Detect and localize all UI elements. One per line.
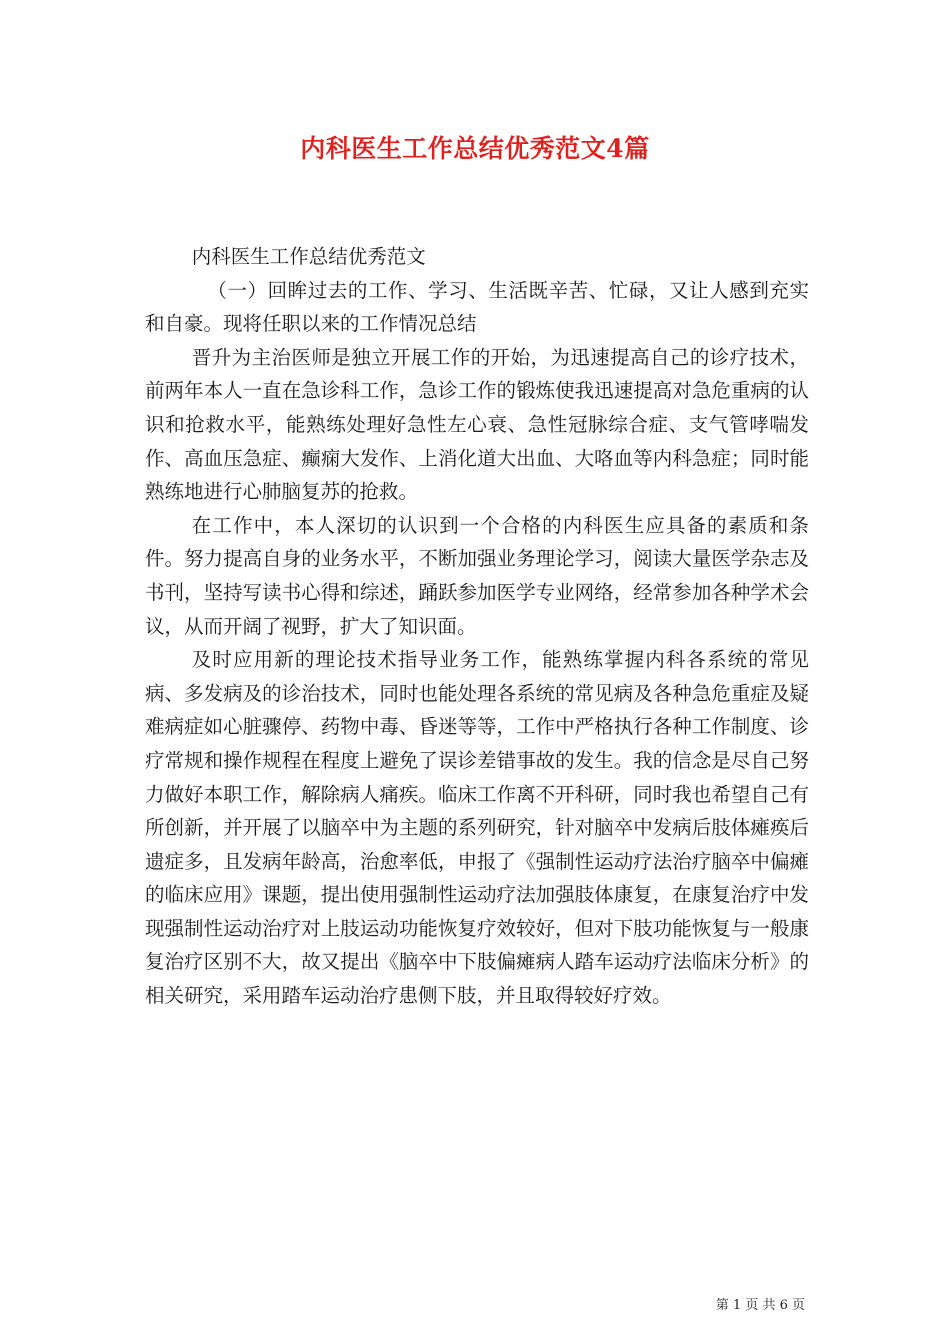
paragraph-1: （一）回眸过去的工作、学习、生活既辛苦、忙碌，又让人感到充实和自豪。现将任职以来的工作情况总结 xyxy=(145,278,809,336)
document-title: 内科医生工作总结优秀范文4篇 xyxy=(300,134,650,163)
document-body xyxy=(145,240,809,1013)
paragraph-3: 在工作中，本人深切的认识到一个合格的内科医生应具备的素质和条件。努力提高自身的业务水平，不断加强业务理论学习，阅读大量医学杂志及书刊，坚持写读书心得和综述，踊跃参加医学专业网络，经常参加各种学术会议，从而开阔了视野，扩大了知识面。 xyxy=(145,513,809,638)
paragraph-4: 及时应用新的理论技术指导业务工作，能熟练掌握内科各系统的常见病、多发病及的诊治技术，同时也能处理各系统的常见病及各种急危重症及疑难病症如心脏骤停、药物中毒、昏迷等等，工作中严格执行各种工作制度、诊疗常规和操作规程在程度上避免了误诊差错事故的发生。我的信念是尽自己努力做好本职工作，解除病人痛疾。临床工作离不开科研，同时我也希望自己有所创新，并开展了以脑卒中为主题的系列研究，针对脑卒中发病后肢体瘫痪后遗症多，且发病年龄高，治愈率低，申报了《强制性运动疗法治疗脑卒中偏瘫的临床应用》课题，提出使用强制性运动疗法加强肢体康复，在康复治疗中发现强制性运动治疗对上肢运动功能恢复疗效较好，但对下肢功能恢复与一般康复治疗区别不大，故又提出《脑卒中下肢偏瘫病人踏车运动疗法临床分析》的相关研究，采用踏车运动治疗患侧下肢，并且取得较好疗效。 xyxy=(145,648,809,1008)
document-subtitle: 内科医生工作总结优秀范文 xyxy=(191,245,426,268)
paragraph-2: 晋升为主治医师是独立开展工作的开始，为迅速提高自己的诊疗技术，前两年本人一直在急诊科工作，急诊工作的锻炼使我迅速提高对急危重病的认识和抢救水平，能熟练处理好急性左心衰、急性冠脉综合症、支气管哮喘发作、高血压急症、癫痫大发作、上消化道大出血、大咯血等内科急症；同时能熟练地进行心肺脑复苏的抢救。 xyxy=(145,345,809,504)
page-number-footer: 第 1 页 共 6 页 xyxy=(715,1298,805,1313)
